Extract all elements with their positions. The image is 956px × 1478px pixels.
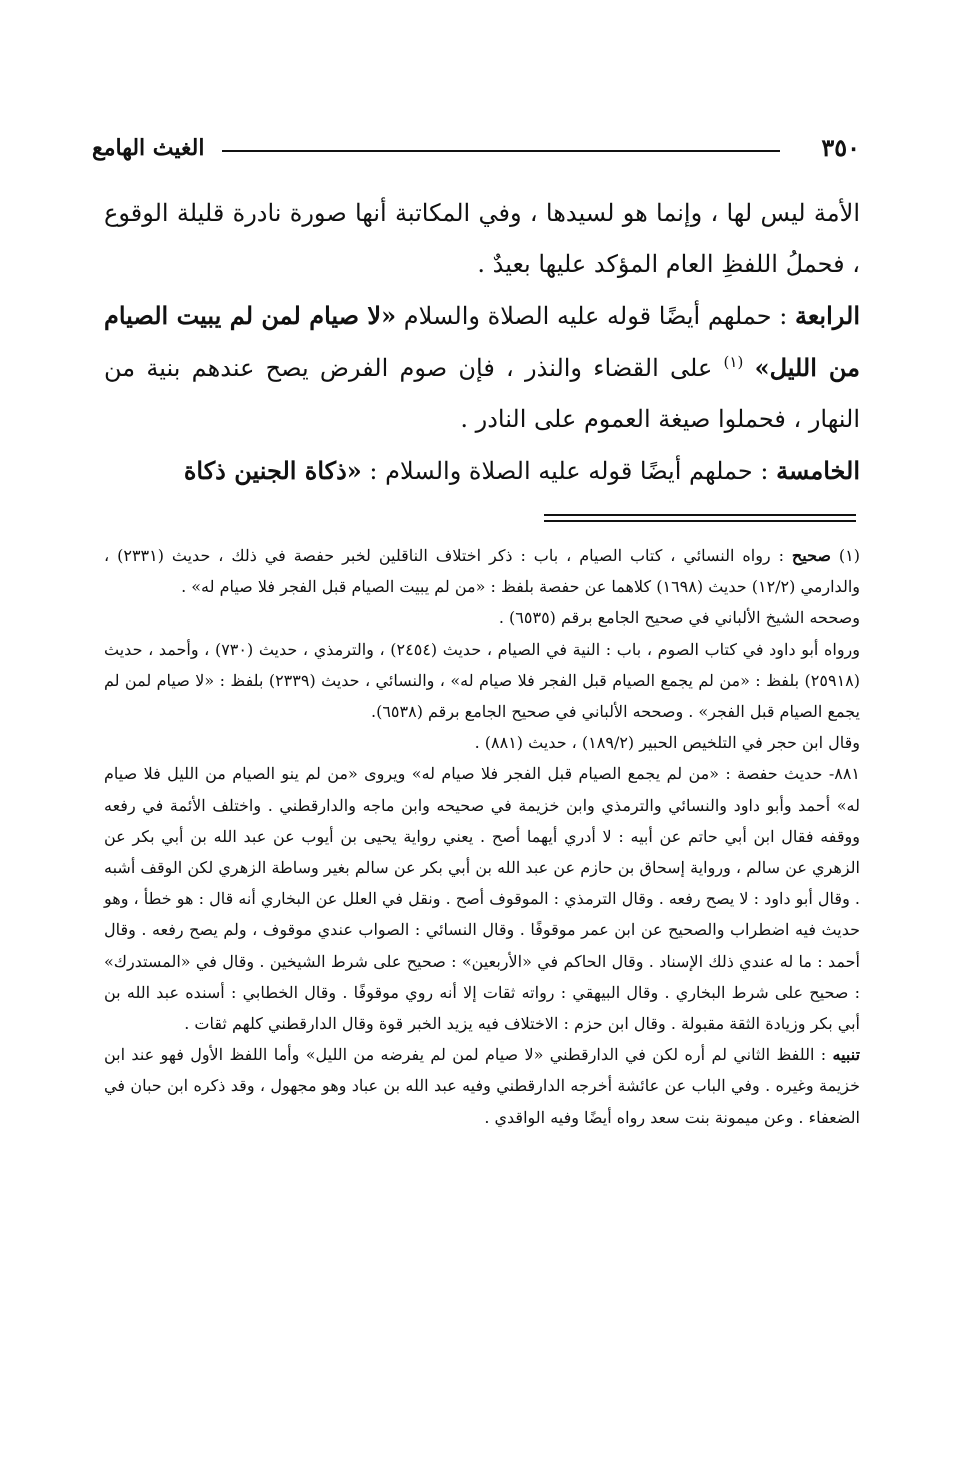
hadith-quote: «لا صيام لمن لم يبيت الصيام من الليل» — [104, 301, 860, 382]
footnote-reference: (١) — [723, 353, 744, 371]
paragraph-2-text-a: : حملهم أيضًا قوله عليه الصلاة والسلام — [396, 302, 795, 330]
footnote-line-5: ٨٨١- حديث حفصة : «من لم يجمع الصيام قبل الفجر فلا صيام له» ويروى «من لم ينو الصيام من الليل فلا صيام له» أحمد وأبو داود والنسائي والترمذي وابن خزيمة في صحيحه وابن ماجه والدارقطني . واختلف الأئمة في رفعه ووقفه فقال ابن أبي حاتم عن أبيه : لا أدري أيهما أصح . يعني رواية يحيى بن أيوب عن عبد الله بن أبي بكر عن الزهري عن سالم ، ورواية إسحاق بن حازم عن عبد الله بن أبي بكر عن سالم بغير وساطة الزهري لكن الوقف أشبه . وقال أبو داود : لا يصح رفعه . وقال الترمذي : الموقوف أصح . ونقل في العلل عن البخاري أنه قال : هو خطأ ، وهو حديث فيه اضطراب والصحيح عن ابن عمر موقوفًا . وقال النسائي : الصواب عندي موقوف ، ولم يصح رفعه . وقال أحمد : ما له عندي ذلك الإسناد . وقال الحاكم في «الأربعين» : صحيح على شرط الشيخين . وقال في «المستدرك» : صحيح على شرط البخاري . وقال البيهقي : رواته ثقات إلا أنه روي موقوفًا . وقال الخطابي : أسنده عبد الله بن أبي بكر وزيادة الثقة مقبولة . وقال ابن حزم : الاختلاف فيه يزيد الخبر قوة وقال الدارقطني كلهم ثقات . — [104, 764, 861, 1034]
note-text: : اللفظ الثاني لم أره لكن في الدارقطني «لا صيام لمن لم يفرضه من الليل» وأما اللفظ الأول فهو عند ابن خزيمة وغيره . وفي الباب عن عائشة أخرجه الدارقطني وفيه عبد الله بن عباد وهو مجهول ، وقد ذكره ابن حبان في الضعفاء . وعن ميمونة بنت سعد رواه أيضًا وفيه الواقدي . — [104, 1045, 860, 1127]
hadith-quote-2: «ذكاة الجنين ذكاة — [183, 456, 362, 485]
footnote-line-2: وصححه الشيخ الألباني في صحيح الجامع برقم (٦٥٣٥) . — [498, 608, 860, 628]
paragraph-2-text-b: على القضاء والنذر ، فإن صوم الفرض يصح عندهم بنية من النهار ، فحملوا صيغة العموم على النادر . — [104, 354, 860, 433]
paragraph-1-text: الأمة ليس لها ، وإنما هو لسيدها ، وفي المكاتبة أنها صورة نادرة قليلة الوقوع ، فحملُ اللفظِ العام المؤكد عليها بعيدٌ . — [104, 199, 860, 278]
footnote-1-text: : رواه النسائي ، كتاب الصيام ، باب : ذكر اختلاف الناقلين لخبر حفصة في ذلك ، حديث (٢٣٣١) ، والدارمي (١٢/٢) حديث (١٦٩٨) كلاهما عن حفصة بلفظ : «من لم يبيت الصيام قبل الفجر فلا صيام له» . — [104, 546, 860, 597]
footnote-marker: (١) — [830, 546, 860, 565]
footnote-note — [104, 1039, 860, 1133]
paragraph-2 — [104, 290, 860, 445]
paragraph-3-text: : حملهم أيضًا قوله عليه الصلاة والسلام : — [361, 457, 777, 485]
footnote-separator — [544, 514, 856, 523]
paragraph-1 — [104, 188, 860, 290]
paragraph-3 — [104, 445, 860, 497]
paragraph-3-heading: الخامسة — [776, 456, 860, 485]
footnote-grade: صحيح — [791, 546, 831, 565]
note-heading: تنبيه — [832, 1045, 861, 1065]
footnote-1 — [104, 540, 860, 602]
header-rule — [222, 150, 780, 152]
running-title: الغيث الهامع — [92, 135, 205, 161]
footnote-line-3: ورواه أبو داود في كتاب الصوم ، باب : النية في الصيام ، حديث (٢٤٥٤) ، والترمذي ، حديث (٧٣٠) ، وأحمد ، حديث (٢٥٩١٨) بلفظ : «من لم يجمع الصيام قبل الفجر فلا صيام له» ، والنسائي ، حديث (٢٣٣٩) بلفظ : «لا صيام لمن لم يجمع الصيام قبل الفجر» . وصححه الألباني في صحيح الجامع برقم (٦٥٣٨). — [104, 639, 861, 722]
page-number: ٣٥٠ — [821, 133, 860, 162]
page-header — [92, 130, 860, 166]
footnotes — [104, 540, 860, 1133]
main-text — [104, 188, 860, 497]
paragraph-2-heading: الرابعة — [794, 301, 860, 330]
footnote-line-4: وقال ابن حجر في التلخيص الحبير (١٨٩/٢) ، حديث (٨٨١) . — [474, 733, 860, 753]
